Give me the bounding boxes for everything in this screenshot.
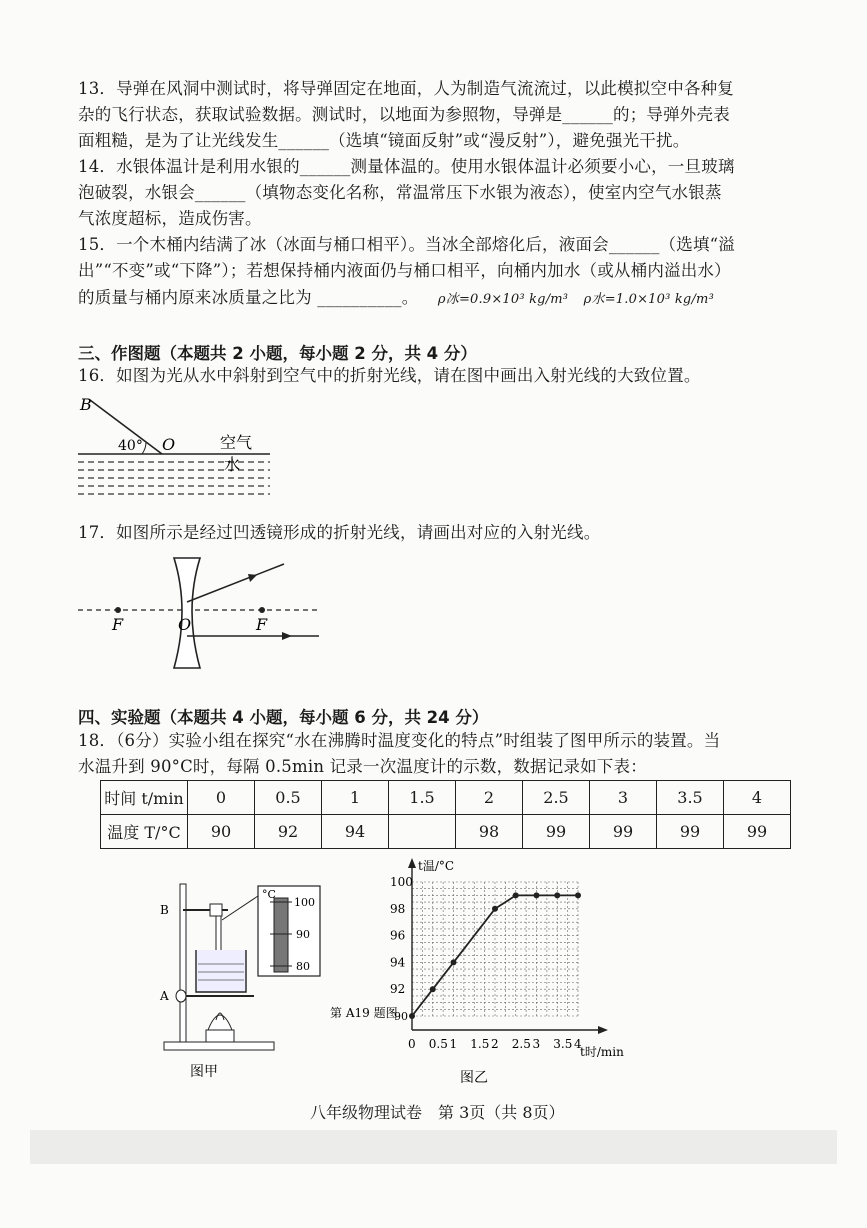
focal-point-right xyxy=(259,607,265,613)
table-header-temp: 温度 T/°C xyxy=(101,815,188,849)
table-cell: 94 xyxy=(322,815,389,849)
table-cell: 2.5 xyxy=(523,781,590,815)
data-point xyxy=(451,959,457,965)
data-point xyxy=(409,1013,415,1019)
thermo-tick-100: 100 xyxy=(294,896,315,909)
thermo-tick-80: 80 xyxy=(296,960,310,973)
q14-line2: 泡破裂，水银会______（填物态变化名称，常温常压下水银为液态），使室内空气水银蒸 xyxy=(78,183,722,202)
concave-lens xyxy=(174,558,200,668)
q17-text: 17．如图所示是经过凹透镜形成的折射光线，请画出对应的入射光线。 xyxy=(78,523,601,542)
table-row-temp xyxy=(101,815,791,849)
data-point xyxy=(534,892,540,898)
data-table xyxy=(100,780,791,849)
table-cell: 2 xyxy=(456,781,523,815)
q16-text: 16．如图为光从水中斜射到空气中的折射光线，请在图中画出入射光线的大致位置。 xyxy=(78,366,701,385)
data-point xyxy=(492,906,498,912)
q18-line2: 水温升到 90°C时，每隔 0.5min 记录一次温度计的示数，数据记录如下表： xyxy=(78,757,647,776)
x-tick-label: 4 xyxy=(574,1037,582,1051)
x-tick-label: 2.5 xyxy=(511,1037,531,1051)
q17-label-o: O xyxy=(178,615,192,634)
alcohol-lamp xyxy=(208,1015,232,1030)
thermo-tick-90: 90 xyxy=(296,928,310,941)
table-cell: 92 xyxy=(255,815,322,849)
thermo-unit: °C xyxy=(262,888,276,901)
x-tick-label: 1 xyxy=(449,1037,458,1051)
chart-grid xyxy=(412,882,578,1016)
x-tick-label: 3 xyxy=(532,1037,541,1051)
q14-line1: 14．水银体温计是利用水银的______测量体温的。使用水银体温计必须要小心，一旦玻璃 xyxy=(78,157,735,176)
q17-label-f-right: F xyxy=(256,615,268,634)
chart-overlay-caption: 第 A19 题图 xyxy=(330,1006,398,1020)
stand-rod xyxy=(180,884,186,1044)
q15-line1: 15．一个木桶内结满了冰（冰面与桶口相平）。当冰全部熔化后，液面会______（选填“溢 xyxy=(78,235,735,254)
fig-jia-apparatus xyxy=(150,880,340,1080)
table-row-time xyxy=(101,781,791,815)
chart-ticks xyxy=(390,875,582,1051)
q16-label-angle: 40° xyxy=(118,438,143,454)
arrow-upper xyxy=(248,574,257,582)
y-tick-label: 98 xyxy=(390,901,406,916)
table-cell: 1.5 xyxy=(389,781,456,815)
table-cell: 90 xyxy=(188,815,255,849)
data-point xyxy=(554,892,560,898)
q17-label-f-left: F xyxy=(112,615,124,634)
label-a: A xyxy=(160,989,169,1003)
x-tick-label: 0.5 xyxy=(428,1037,448,1051)
table-cell: 99 xyxy=(523,815,590,849)
section3-heading: 三、作图题（本题共 2 小题，每小题 2 分，共 4 分） xyxy=(78,344,477,363)
table-cell: 99 xyxy=(590,815,657,849)
y-origin-label: 90 xyxy=(394,1010,408,1023)
label-b: B xyxy=(160,903,169,917)
rho-ice: ρ冰=0.9×10³ kg/m³ xyxy=(437,292,569,307)
q16-label-b: B xyxy=(80,395,92,414)
x-axis-arrow xyxy=(598,1026,608,1034)
table-cell: 0.5 xyxy=(255,781,322,815)
fig-yi-chart xyxy=(320,850,640,1090)
q16-diagram xyxy=(70,390,270,500)
water-hatching xyxy=(78,462,270,494)
chart-ylabel: t温/°C xyxy=(418,859,455,873)
table-cell: 0 xyxy=(188,781,255,815)
q17-diagram xyxy=(74,550,324,680)
fig-yi-caption: 图乙 xyxy=(460,1070,488,1086)
q13-line3: 面粗糙，是为了让光线发生______（选填“镜面反射”或“漫反射”），避免强光干扰。 xyxy=(78,131,690,150)
data-point xyxy=(513,892,519,898)
focal-point-left xyxy=(115,607,121,613)
page-footer: 八年级物理试卷 第 3页（共 8页） xyxy=(310,1103,565,1122)
q16-label-water: 水 xyxy=(224,455,241,474)
x-tick-label: 3.5 xyxy=(553,1037,573,1051)
beaker xyxy=(196,950,246,992)
table-cell: 3.5 xyxy=(657,781,724,815)
y-tick-label: 100 xyxy=(390,875,413,889)
y-tick-label: 92 xyxy=(390,982,406,997)
table-cell xyxy=(389,815,456,849)
rho-water: ρ水=1.0×10³ kg/m³ xyxy=(583,292,714,307)
q15-line2: 出”“不变”或“下降”）；若想保持桶内液面仍与桶口相平，向桶内加水（或从桶内溢出水） xyxy=(78,261,731,280)
q18-line1: 18．（6分）实验小组在探究“水在沸腾时温度变化的特点”时组装了图甲所示的装置。当 xyxy=(78,731,721,750)
y-tick-label: 94 xyxy=(390,955,406,970)
data-point xyxy=(575,892,581,898)
q15-line3-text: 的质量与桶内原来冰质量之比为 __________。 xyxy=(78,288,419,307)
table-cell: 3 xyxy=(590,781,657,815)
table-cell: 99 xyxy=(724,815,791,849)
q15-line3 xyxy=(78,287,714,311)
table-cell: 1 xyxy=(322,781,389,815)
x-tick-label: 2 xyxy=(491,1037,499,1051)
table-cell: 98 xyxy=(456,815,523,849)
x-tick-label: 1.5 xyxy=(470,1037,490,1051)
q13-line2: 杂的飞行状态，获取试验数据。测试时，以地面为参照物，导弹是______的；导弹外壳表 xyxy=(78,105,730,124)
table-cell: 99 xyxy=(657,815,724,849)
q16-label-air: 空气 xyxy=(220,433,253,452)
refracted-ray-upper xyxy=(187,564,284,602)
y-tick-label: 96 xyxy=(390,928,406,943)
table-header-time: 时间 t/min xyxy=(101,781,188,815)
q13-line1: 13．导弹在风洞中测试时，将导弹固定在地面，人为制造气流流过，以此模拟空中各种复 xyxy=(78,79,734,98)
y-axis-arrow xyxy=(408,858,416,868)
q14-line3: 气浓度超标，造成伤害。 xyxy=(78,209,262,228)
stand-base xyxy=(164,1042,274,1050)
section4-heading: 四、实验题（本题共 4 小题，每小题 6 分，共 24 分） xyxy=(78,708,489,727)
fig-jia-caption: 图甲 xyxy=(190,1064,218,1080)
q16-label-o: O xyxy=(162,435,176,454)
zoom-lead xyxy=(222,896,258,920)
chart-xlabel: t时/min xyxy=(580,1045,624,1059)
data-point xyxy=(430,986,436,992)
table-cell: 4 xyxy=(724,781,791,815)
arrow-lower xyxy=(282,632,292,640)
x-tick-label: 0 xyxy=(408,1037,416,1051)
scan-edge xyxy=(30,1130,837,1164)
